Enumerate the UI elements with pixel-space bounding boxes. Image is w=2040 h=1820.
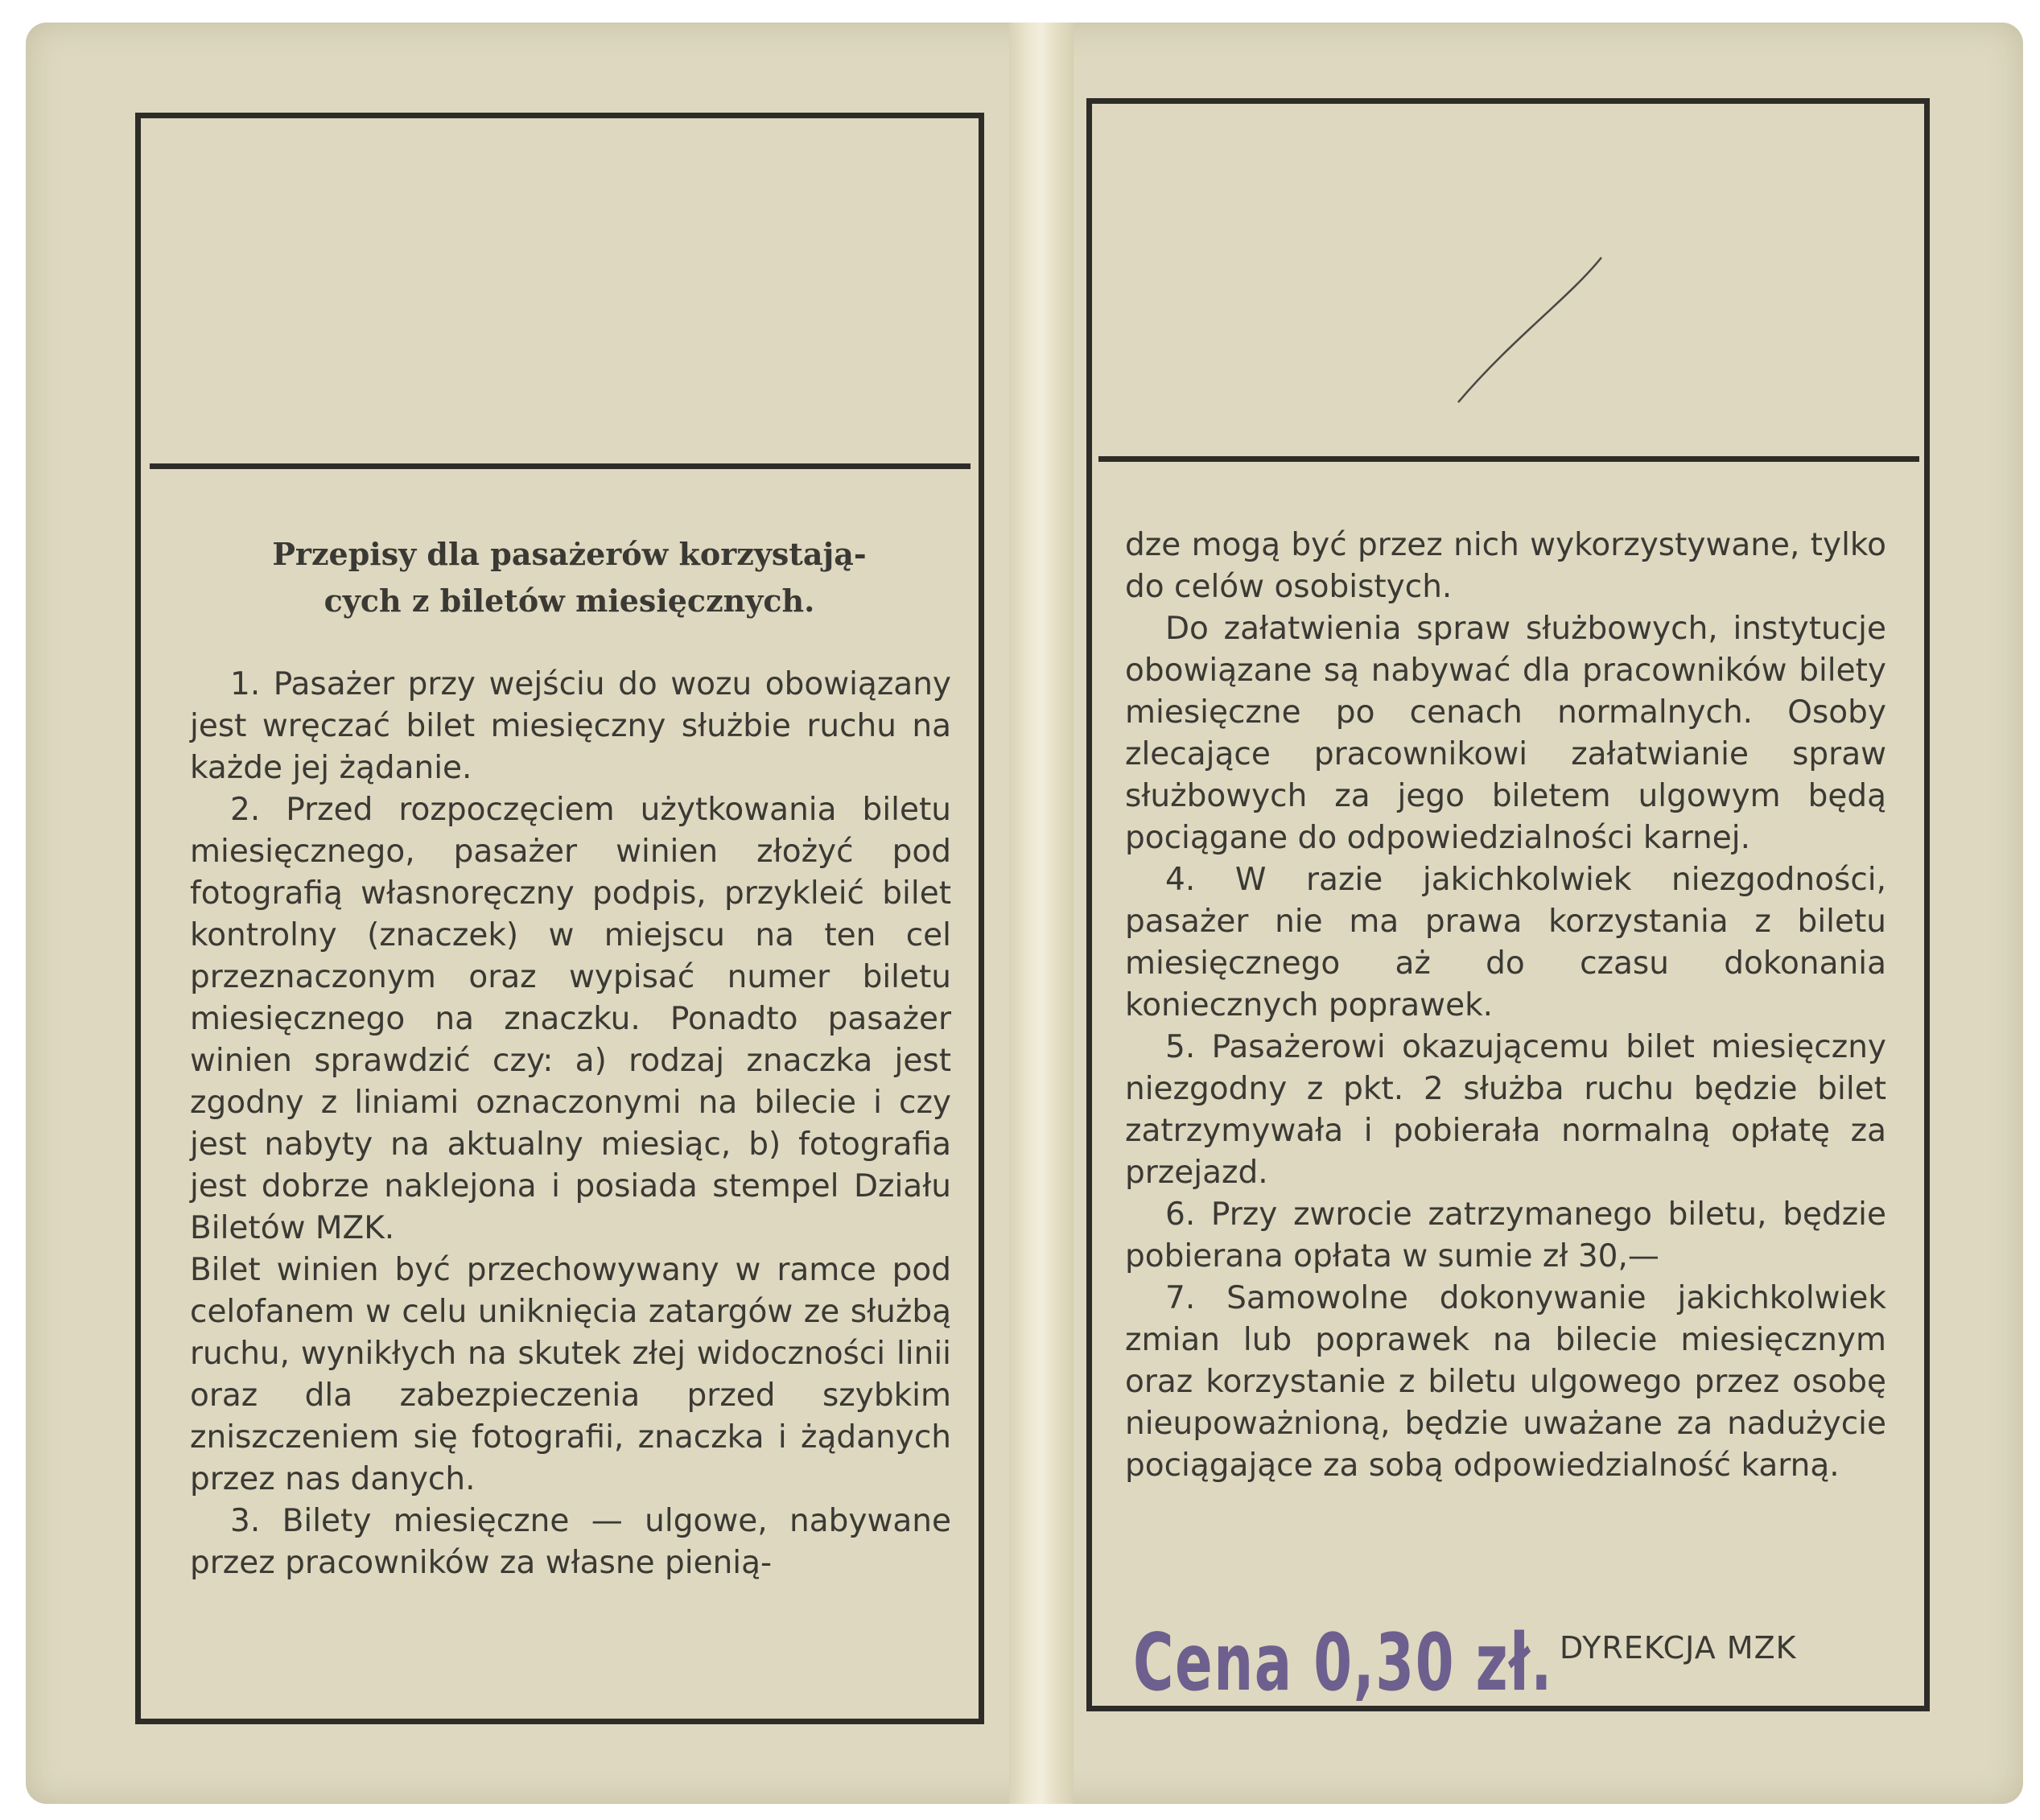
price-stamp: Cena 0,30 zł. — [1133, 1617, 1553, 1709]
rule-3-start: 3. Bilety miesięczne — ulgowe, nabywane przez pracowników za własne pienią- — [190, 1503, 951, 1581]
fold-crease — [1009, 23, 1074, 1804]
rule-2-note: Bilet winien być przechowywany w ramce pod celofanem w celu uniknięcia zatargów ze służbą ruchu, wynikłych na skutek złej widoczności linii oraz dla zabezpieczenia przed szybkim zniszczeniem się fotografii, znaczka i żądanych przez nas danych. — [190, 1252, 951, 1497]
rule-7: 7. Samowolne dokonywanie jakichkolwiek zmian lub poprawek na bilecie miesięcznym oraz korzystanie z biletu ulgowego przez osobę nieupoważnioną, będzie uważane za nadużycie pociągające za sobą odpowiedzialność karną. — [1125, 1280, 1886, 1484]
rule-5: 5. Pasażerowi okazującemu bilet miesięczny niezgodny z pkt. 2 służba ruchu będzie bilet zatrzymywała i pobierała normalną opłatę za przejazd. — [1125, 1029, 1886, 1191]
rule-4: 4. W razie jakichkolwiek niezgodności, pasażer nie ma prawa korzystania z biletu miesięcznego aż do czasu dokonania koniecznych poprawek. — [1125, 862, 1886, 1023]
rules-heading — [173, 531, 966, 624]
rule-6: 6. Przy zwrocie zatrzymanego biletu, będzie pobierana opłata w sumie zł 30,— — [1125, 1196, 1886, 1274]
left-rules-text — [190, 664, 951, 1584]
right-photo-divider — [1098, 456, 1919, 462]
right-rules-text — [1125, 525, 1886, 1487]
left-photo-divider — [150, 463, 971, 469]
rule-1: 1. Pasażer przy wejściu do wozu obowiązany jest wręczać bilet miesięczny służbie ruchu na każde jej żądanie. — [190, 666, 951, 786]
directorate-signature: DYREKCJA MZK — [1560, 1630, 1797, 1666]
rule-2: 2. Przed rozpoczęciem użytkowania biletu miesięcznego, pasażer winien złożyć pod fotografią własnoręczny podpis, przykleić bilet kontrolny (znaczek) w miejscu na ten cel przeznaczonym oraz wypisać numer biletu miesięcznego na znaczku. Ponadto pasażer winien sprawdzić czy: a) rodzaj znaczka jest zgodny z liniami oznaczonymi na bilecie i czy jest nabyty na aktualny miesiąc, b) fotografia jest dobrze naklejona i posiada stempel Działu Biletów MZK. — [190, 792, 951, 1246]
pencil-mark — [1449, 249, 1609, 410]
rule-3-business: Do załatwienia spraw służbowych, instytucje obowiązane są nabywać dla pracowników bilety miesięczne po cenach normalnych. Osoby zlecające pracownikowi załatwianie spraw służbowych za jego biletem ulgowym będą pociągane do odpowiedzialności karnej. — [1125, 611, 1886, 856]
rules-heading-line-1: Przepisy dla pasażerów korzystają- — [272, 536, 867, 572]
rule-3-continued: dze mogą być przez nich wykorzystywane, tylko do celów osobistych. — [1125, 527, 1886, 605]
rules-heading-line-2: cych z biletów miesięcznych. — [324, 583, 815, 619]
